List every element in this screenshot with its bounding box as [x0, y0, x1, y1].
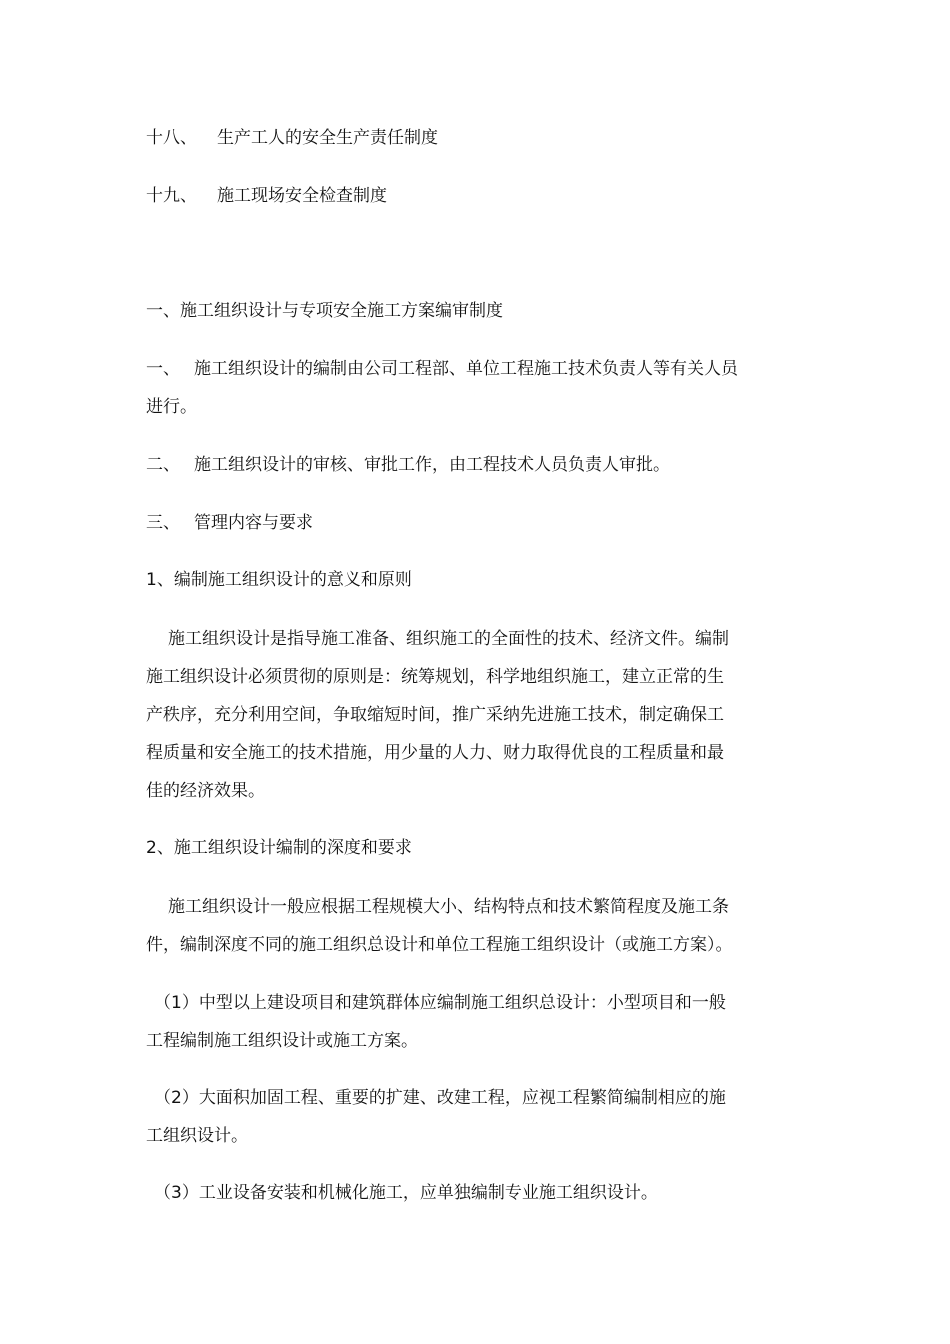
item-text: 施工组织设计的编制由公司工程部、单位工程施工技术负责人等有关人员: [194, 359, 738, 379]
sub1-paragraph-line: 产秩序，充分利用空间，争取缩短时间，推广采纳先进施工技术，制定确保工: [146, 705, 724, 725]
list-text: 生产工人的安全生产责任制度: [217, 128, 438, 148]
sub2-point-2-line1: [146, 1086, 816, 1110]
sub1-paragraph-line: 程质量和安全施工的技术措施，用少量的人力、财力取得优良的工程质量和最: [146, 743, 724, 763]
sub2-paragraph-line: [146, 895, 816, 919]
point-text: （1）中型以上建设项目和建筑群体应编制施工组织总设计：小型项目和一般: [154, 993, 726, 1013]
sub2-point-2-line2: 工组织设计。: [146, 1126, 248, 1146]
list-text: 施工现场安全检查制度: [217, 186, 387, 206]
sub1-heading: 1、编制施工组织设计的意义和原则: [146, 570, 412, 590]
point-text: （3）工业设备安装和机械化施工，应单独编制专业施工组织设计。: [154, 1183, 658, 1203]
list-item-18: [146, 126, 816, 150]
item-3: [146, 511, 816, 535]
item-text: 管理内容与要求: [194, 513, 313, 533]
sub2-point-1-line1: [146, 991, 816, 1015]
item-2: [146, 453, 816, 477]
point-text: （2）大面积加固工程、重要的扩建、改建工程，应视工程繁简编制相应的施: [154, 1088, 726, 1108]
item-number: 二、: [146, 455, 180, 475]
sub2-point-1-line2: 工程编制施工组织设计或施工方案。: [146, 1031, 418, 1051]
item-1-line1: [146, 357, 816, 381]
sub2-heading: 2、施工组织设计编制的深度和要求: [146, 838, 412, 858]
sub2-paragraph-line: 件，编制深度不同的施工组织总设计和单位工程施工组织设计（或施工方案）。: [146, 935, 733, 955]
sub1-paragraph-line: 施工组织设计必须贯彻的原则是：统筹规划，科学地组织施工，建立正常的生: [146, 667, 724, 687]
item-text: 施工组织设计的审核、审批工作，由工程技术人员负责人审批。: [194, 455, 670, 475]
paragraph-text: 施工组织设计一般应根据工程规模大小、结构特点和技术繁简程度及施工条: [168, 897, 729, 917]
paragraph-text: 施工组织设计是指导施工准备、组织施工的全面性的技术、经济文件。编制: [168, 629, 729, 649]
list-item-19: [146, 184, 816, 208]
sub2-point-3: [146, 1181, 816, 1205]
sub1-paragraph-line: 佳的经济效果。: [146, 781, 265, 801]
section-title: 一、施工组织设计与专项安全施工方案编审制度: [146, 301, 503, 321]
list-number: 十八、: [146, 128, 197, 148]
item-number: 一、: [146, 359, 180, 379]
item-number: 三、: [146, 513, 180, 533]
sub1-paragraph-line: [146, 627, 816, 651]
list-number: 十九、: [146, 186, 197, 206]
item-1-line2: 进行。: [146, 397, 197, 417]
